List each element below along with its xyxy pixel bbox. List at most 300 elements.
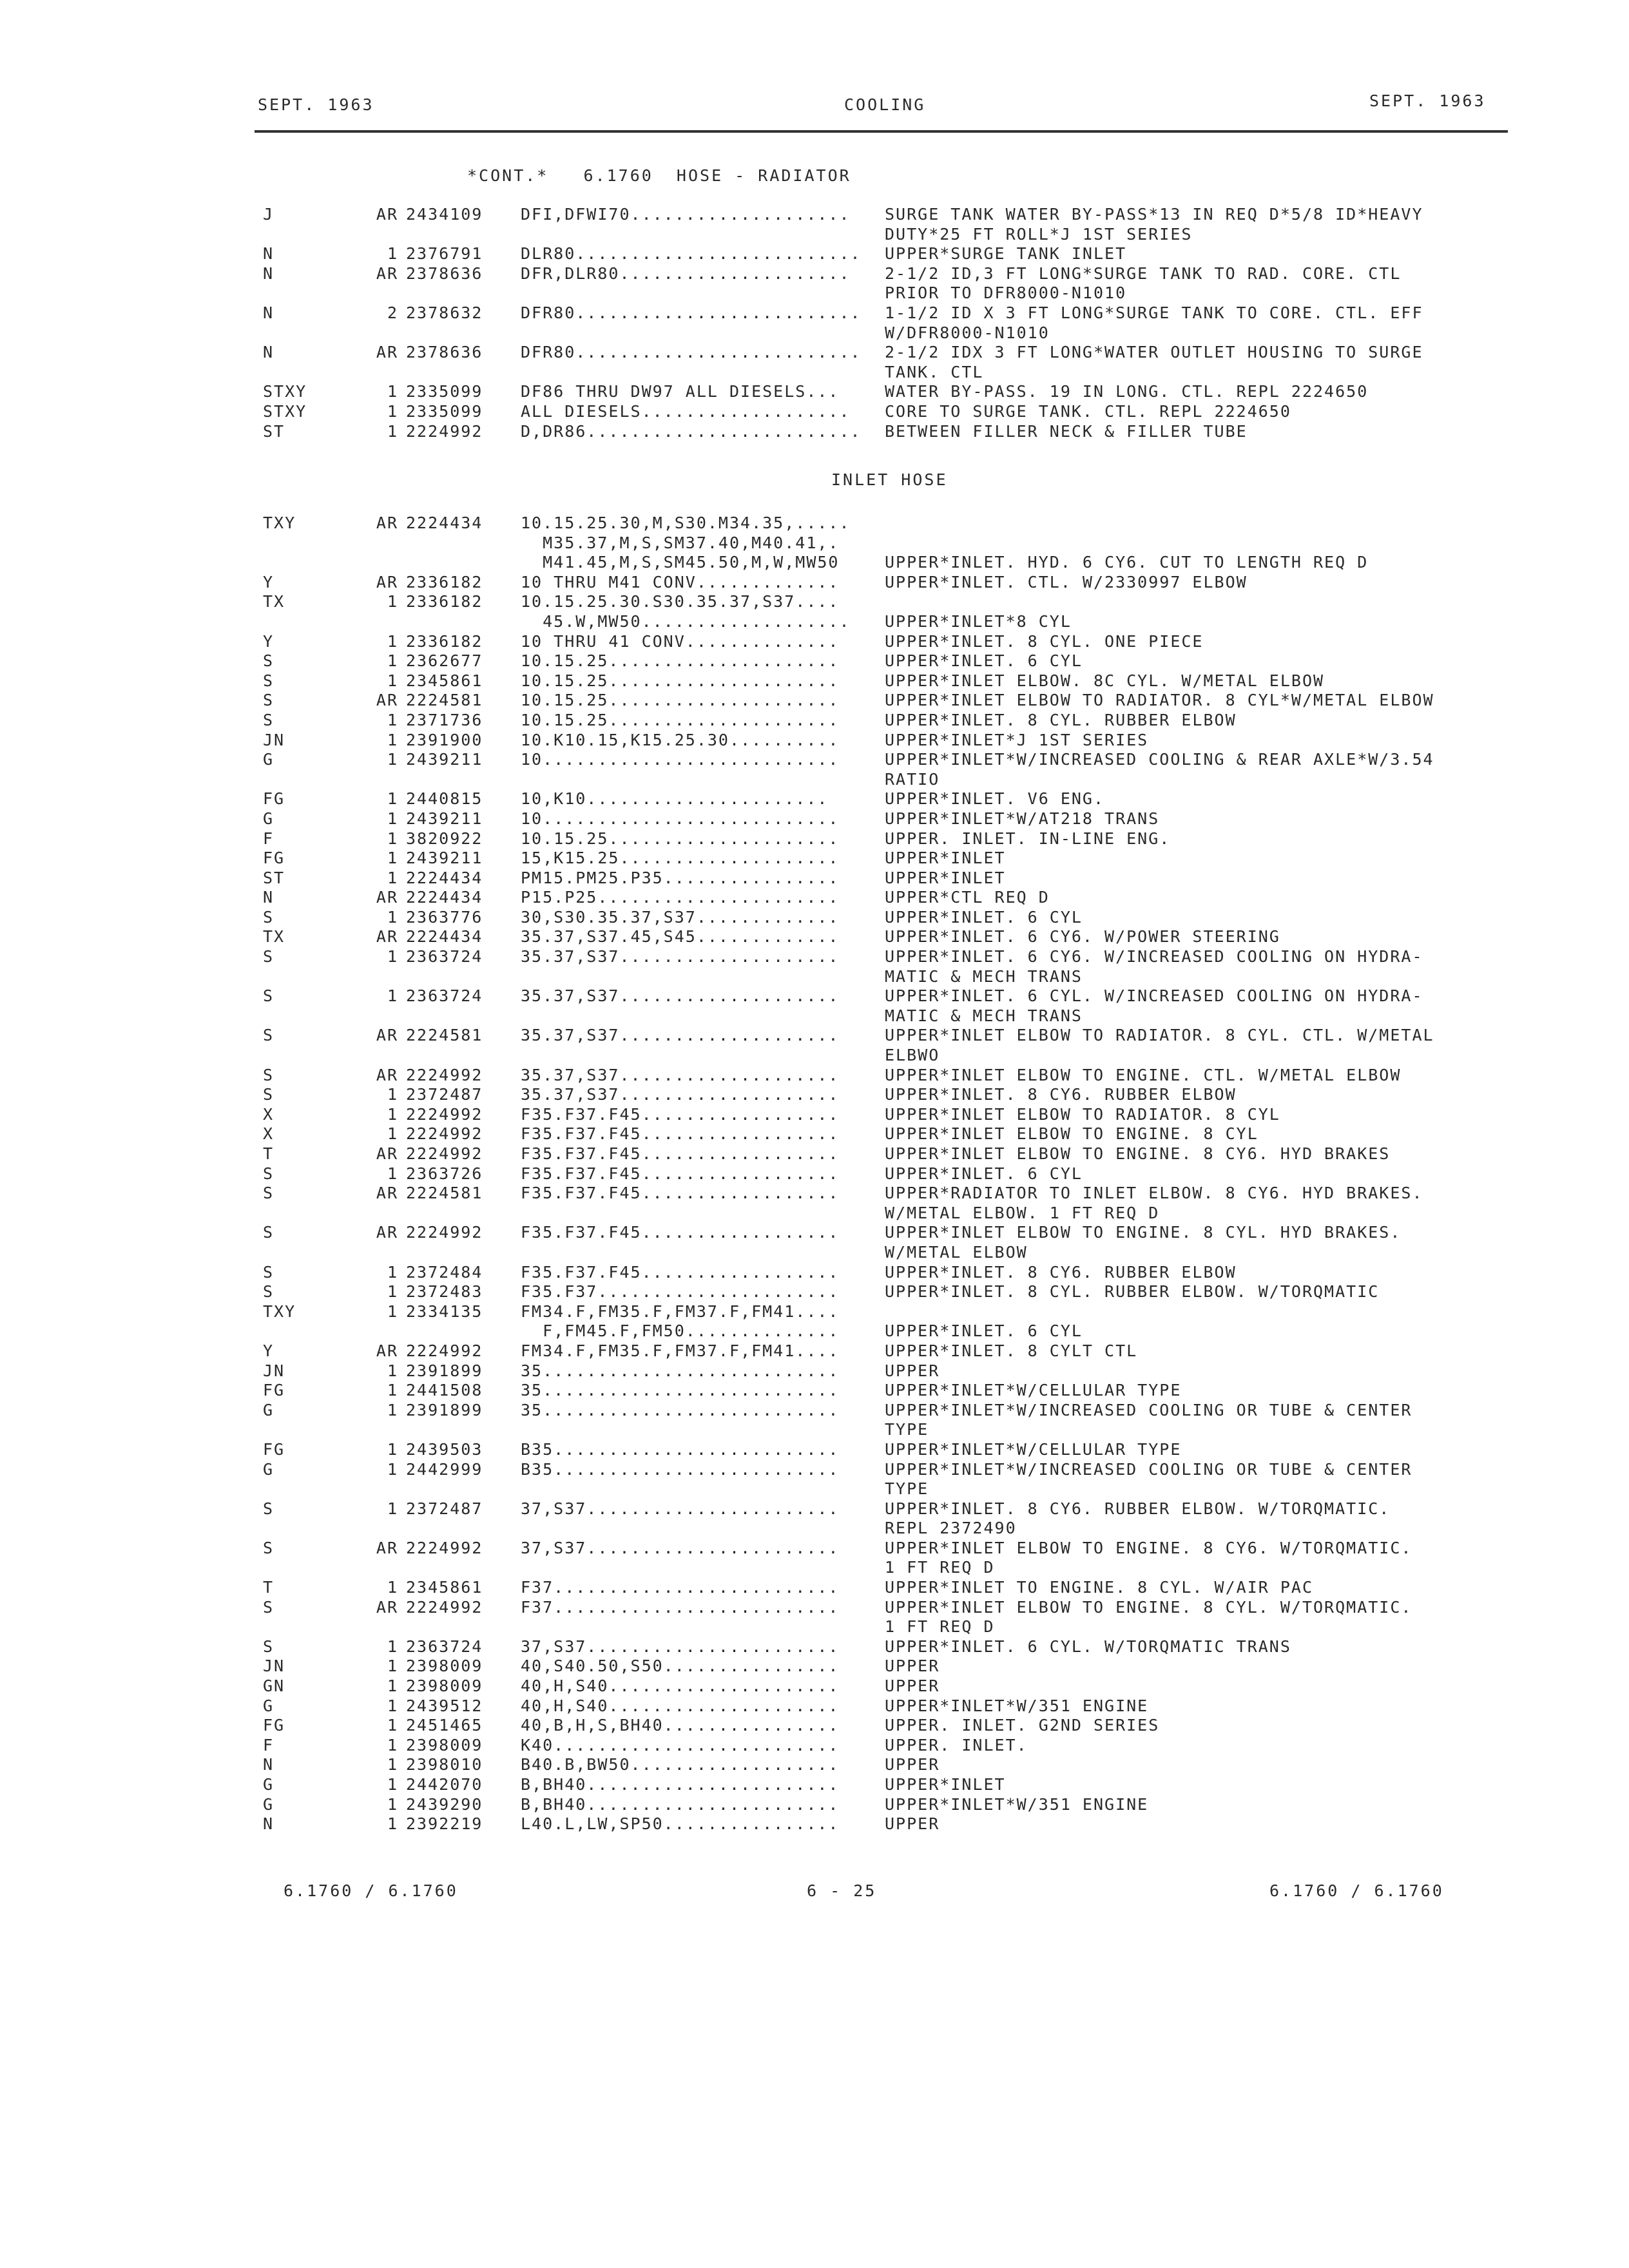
model-code: G [263,1696,275,1715]
model-code: S [263,691,275,710]
model-code: ST [263,868,285,887]
part-number: 2439503 [406,1439,483,1459]
part-number: 2224434 [406,888,483,907]
model-code: S [263,1538,275,1557]
description: UPPER*INLET*W/INCREASED COOLING OR TUBE & CENTER [885,1400,1412,1419]
quantity: AR [376,1597,398,1617]
application: 15,K15.25.................... [521,849,840,868]
application: 10........................... [521,750,840,769]
application: 35.37,S37.................... [521,986,840,1006]
description: UPPER*INLET. 6 CY6. W/POWER STEERING [885,927,1280,947]
quantity: 1 [387,1696,398,1715]
quantity: AR [376,927,398,947]
description: TANK. CTL [885,362,984,381]
quantity: AR [376,514,398,532]
application: 10.K10.15,K15.25.30.......... [521,730,840,749]
description: MATIC & MECH TRANS [885,1006,1083,1025]
application: DLR80.......................... [521,244,862,264]
part-number: 2224434 [406,927,483,947]
description: 1 FT REQ D [885,1558,995,1577]
part-number: 2439211 [406,849,483,868]
application: F37.......................... [521,1578,840,1597]
model-code: N [263,888,275,907]
description: UPPER*INLET*W/CELLULAR TYPE [885,1381,1182,1400]
description: UPPER*RADIATOR TO INLET ELBOW. 8 CY6. HYD BRAKES. [885,1184,1423,1203]
quantity: 1 [387,829,398,848]
model-code: F [263,829,275,848]
quantity: AR [376,691,398,710]
application: DFI,DFWI70.................... [521,205,851,224]
part-number: 2336182 [406,631,483,651]
description: UPPER*INLET ELBOW TO ENGINE. 8 CYL. HYD BRAKES. [885,1223,1402,1242]
description: UPPER*INLET*8 CYL [885,611,1072,631]
description: UPPER*INLET. 8 CYL. RUBBER ELBOW. W/TORQMATIC [885,1282,1380,1302]
quantity: 1 [387,789,398,809]
part-number: 2439211 [406,809,483,828]
model-code: JN [263,1361,285,1380]
quantity: 1 [387,421,398,441]
application: 10.15.25.30,M,S30.M34.35,..... [521,514,851,532]
quantity: AR [376,1341,398,1360]
application: M35.37,M,S,SM37.40,M40.41,. [521,533,840,552]
quantity: 1 [387,382,398,401]
model-code: N [263,1755,275,1774]
model-code: S [263,1597,275,1617]
part-number: 2224581 [406,691,483,710]
application: F35.F37.F45.................. [521,1144,840,1163]
application: 10 THRU 41 CONV.............. [521,631,840,651]
quantity: 1 [387,1578,398,1597]
description: UPPER*INLET. 8 CYL. ONE PIECE [885,631,1204,651]
quantity: 1 [387,1164,398,1183]
description: UPPER*INLET*W/AT218 TRANS [885,809,1160,828]
description: UPPER*INLET. 6 CY6. W/INCREASED COOLING ON HYDRA- [885,947,1423,966]
section-title: *CONT.* 6.1760 HOSE - RADIATOR [467,166,851,185]
footer-right: 6.1760 / 6.1760 [1269,1881,1444,1900]
model-code: FG [263,1381,285,1400]
application: B35.......................... [521,1459,840,1479]
quantity: 1 [387,244,398,264]
model-code: G [263,750,275,769]
description: UPPER*INLET ELBOW TO RADIATOR. 8 CYL [885,1104,1280,1124]
description: 1 FT REQ D [885,1617,995,1637]
description: UPPER*INLET*W/351 ENGINE [885,1794,1149,1814]
application: B35.......................... [521,1439,840,1459]
description: UPPER*INLET. 6 CYL [885,1164,1083,1183]
model-code: FG [263,849,285,868]
description: TYPE [885,1479,929,1499]
part-number: 2224992 [406,1223,483,1242]
model-code: S [263,1065,275,1084]
model-code: J [263,205,275,224]
quantity: 1 [387,1677,398,1696]
description: UPPER*INLET [885,1775,1006,1794]
part-number: 2335099 [406,382,483,401]
quantity: AR [376,888,398,907]
quantity: 1 [387,1439,398,1459]
quantity: AR [376,1026,398,1045]
quantity: 1 [387,1716,398,1735]
quantity: 1 [387,1459,398,1479]
quantity: 1 [387,1499,398,1518]
quantity: AR [376,343,398,362]
part-number: 2372484 [406,1262,483,1282]
description: RATIO [885,769,940,789]
model-code: TXY [263,1302,296,1321]
part-number: 2224992 [406,1597,483,1617]
description: UPPER*INLET. 8 CY6. RUBBER ELBOW [885,1262,1237,1282]
part-number: 2440815 [406,789,483,809]
part-number: 2378632 [406,303,483,322]
description: UPPER*INLET. 6 CYL [885,1321,1083,1341]
part-number: 2224581 [406,1184,483,1203]
model-code: S [263,1282,275,1302]
part-number: 2334135 [406,1302,483,1321]
model-code: S [263,947,275,966]
part-number: 2363724 [406,986,483,1006]
model-code: N [263,264,275,283]
description: UPPER*INLET [885,849,1006,868]
description: UPPER*INLET*W/INCREASED COOLING OR TUBE & CENTER [885,1459,1412,1479]
footer-left: 6.1760 / 6.1760 [284,1881,458,1900]
application: 37,S37....................... [521,1637,840,1656]
model-code: S [263,907,275,927]
part-number: 2363724 [406,947,483,966]
description: UPPER [885,1755,940,1774]
quantity: 1 [387,849,398,868]
application: DFR,DLR80..................... [521,264,851,283]
description: UPPER*INLET ELBOW TO RADIATOR. 8 CYL*W/METAL ELBOW [885,691,1434,710]
part-number: 3820922 [406,829,483,848]
part-number: 2372487 [406,1499,483,1518]
quantity: 1 [387,1735,398,1754]
quantity: AR [376,572,398,591]
part-number: 2434109 [406,205,483,224]
quantity: 1 [387,868,398,887]
application: L40.L,LW,SP50................ [521,1814,840,1834]
description: 2-1/2 IDX 3 FT LONG*WATER OUTLET HOUSING TO SURGE [885,343,1423,362]
part-number: 2441508 [406,1381,483,1400]
part-number: 2224434 [406,868,483,887]
part-number: 2345861 [406,1578,483,1597]
model-code: N [263,244,275,264]
application: 10 THRU M41 CONV............. [521,572,840,591]
model-code: X [263,1104,275,1124]
application: F,FM45.F,FM50.............. [521,1321,840,1341]
application: 35........................... [521,1361,840,1380]
application: F35.F37...................... [521,1282,840,1302]
model-code: S [263,1637,275,1656]
description: UPPER*INLET [885,868,1006,887]
model-code: S [263,1223,275,1242]
application: F35.F37.F45.................. [521,1262,840,1282]
description: UPPER*INLET. V6 ENG. [885,789,1105,809]
application: 45.W,MW50................... [521,611,851,631]
description: UPPER*INLET. 8 CYLT CTL [885,1341,1138,1360]
quantity: 1 [387,907,398,927]
application: P15.P25...................... [521,888,840,907]
description: UPPER*INLET. 6 CYL. W/INCREASED COOLING ON HYDRA- [885,986,1423,1006]
quantity: 1 [387,730,398,749]
part-number: 2439211 [406,750,483,769]
application: F35.F37.F45.................. [521,1184,840,1203]
quantity: 1 [387,1775,398,1794]
quantity: 1 [387,1302,398,1321]
application: 10.15.25.30.S30.35.37,S37.... [521,592,840,611]
model-code: ST [263,421,285,441]
description: 2-1/2 ID,3 FT LONG*SURGE TANK TO RAD. CORE. CTL [885,264,1402,283]
description: CORE TO SURGE TANK. CTL. REPL 2224650 [885,401,1291,421]
description: UPPER*INLET. CTL. W/2330997 ELBOW [885,572,1248,591]
model-code: G [263,1459,275,1479]
part-number: 2336182 [406,592,483,611]
quantity: 2 [387,303,398,322]
model-code: S [263,671,275,690]
part-number: 2378636 [406,264,483,283]
part-number: 2376791 [406,244,483,264]
description: UPPER*SURGE TANK INLET [885,244,1127,264]
description: MATIC & MECH TRANS [885,966,1083,986]
application: D,DR86......................... [521,421,862,441]
model-code: GN [263,1677,285,1696]
part-number: 2363776 [406,907,483,927]
part-number: 2224992 [406,1538,483,1557]
quantity: 1 [387,1657,398,1676]
model-code: FG [263,1716,285,1735]
description: UPPER*CTL REQ D [885,888,1050,907]
part-number: 2372487 [406,1085,483,1104]
quantity: AR [376,1065,398,1084]
part-number: 2372483 [406,1282,483,1302]
quantity: 1 [387,671,398,690]
quantity: 1 [387,986,398,1006]
quantity: AR [376,1538,398,1557]
part-number: 2398010 [406,1755,483,1774]
description: TYPE [885,1420,929,1439]
part-number: 2224434 [406,514,483,532]
application: FM34.F,FM35.F,FM37.F,FM41.... [521,1302,840,1321]
application: FM34.F,FM35.F,FM37.F,FM41.... [521,1341,840,1360]
application: 10.15.25..................... [521,691,840,710]
quantity: 1 [387,1104,398,1124]
model-code: FG [263,1439,285,1459]
description: UPPER*INLET. 6 CYL [885,651,1083,671]
model-code: FG [263,789,285,809]
application: 37,S37....................... [521,1499,840,1518]
quantity: 1 [387,809,398,828]
model-code: N [263,343,275,362]
quantity: 1 [387,710,398,729]
description: UPPER*INLET*W/CELLULAR TYPE [885,1439,1182,1459]
application: 40,H,S40..................... [521,1677,840,1696]
quantity: 1 [387,1400,398,1419]
model-code: Y [263,1341,275,1360]
quantity: 1 [387,947,398,966]
part-number: 2371736 [406,710,483,729]
application: 40,H,S40..................... [521,1696,840,1715]
part-number: 2439512 [406,1696,483,1715]
model-code: S [263,986,275,1006]
quantity: 1 [387,1755,398,1774]
description: UPPER. INLET. G2ND SERIES [885,1716,1160,1735]
model-code: S [263,1026,275,1045]
part-number: 2439290 [406,1794,483,1814]
description: UPPER [885,1814,940,1834]
description: UPPER*INLET ELBOW TO ENGINE. 8 CY6. HYD BRAKES [885,1144,1391,1163]
application: F35.F37.F45.................. [521,1104,840,1124]
part-number: 2392219 [406,1814,483,1834]
quantity: AR [376,1184,398,1203]
part-number: 2442999 [406,1459,483,1479]
quantity: 1 [387,592,398,611]
application: 35.37,S37.45,S45............. [521,927,840,947]
description: UPPER*INLET ELBOW TO RADIATOR. 8 CYL. CTL. W/METAL [885,1026,1434,1045]
application: 10.15.25..................... [521,671,840,690]
quantity: AR [376,264,398,283]
description: UPPER [885,1677,940,1696]
quantity: 1 [387,401,398,421]
description: UPPER*INLET. 6 CYL. W/TORQMATIC TRANS [885,1637,1291,1656]
model-code: G [263,809,275,828]
model-code: G [263,1400,275,1419]
description: UPPER [885,1657,940,1676]
model-code: STXY [263,382,307,401]
application: 35.37,S37.................... [521,947,840,966]
subsection-title: INLET HOSE [831,470,948,489]
application: 10.15.25..................... [521,651,840,671]
application: 10.15.25..................... [521,710,840,729]
application: F37.......................... [521,1597,840,1617]
header-rule [255,130,1508,133]
model-code: S [263,1184,275,1203]
application: 35.37,S37.................... [521,1085,840,1104]
description: UPPER*INLET ELBOW TO ENGINE. 8 CYL [885,1124,1258,1144]
application: 35........................... [521,1381,840,1400]
model-code: STXY [263,401,307,421]
application: 37,S37....................... [521,1538,840,1557]
quantity: 1 [387,1794,398,1814]
part-number: 2398009 [406,1657,483,1676]
application: 30,S30.35.37,S37............. [521,907,840,927]
model-code: N [263,1814,275,1834]
application: B,BH40....................... [521,1794,840,1814]
application: DF86 THRU DW97 ALL DIESELS... [521,382,840,401]
quantity: AR [376,1144,398,1163]
model-code: S [263,710,275,729]
application: ALL DIESELS................... [521,401,851,421]
description: ELBWO [885,1046,940,1065]
application: 35........................... [521,1400,840,1419]
model-code: JN [263,1657,285,1676]
model-code: S [263,1164,275,1183]
description: UPPER*INLET. 8 CYL. RUBBER ELBOW [885,710,1237,729]
part-number: 2224581 [406,1026,483,1045]
description: UPPER [885,1361,940,1380]
description: UPPER*INLET*W/351 ENGINE [885,1696,1149,1715]
quantity: 1 [387,1381,398,1400]
quantity: 1 [387,1262,398,1282]
application: 40,B,H,S,BH40................ [521,1716,840,1735]
quantity: 1 [387,1361,398,1380]
header-section: COOLING [844,95,926,114]
part-number: 2363726 [406,1164,483,1183]
application: DFR80.......................... [521,343,862,362]
quantity: 1 [387,631,398,651]
part-number: 2391899 [406,1361,483,1380]
application: M41.45,M,S,SM45.50,M,W,MW50 [521,553,840,572]
part-number: 2345861 [406,671,483,690]
model-code: TXY [263,514,296,532]
description: WATER BY-PASS. 19 IN LONG. CTL. REPL 2224650 [885,382,1369,401]
model-code: G [263,1794,275,1814]
description: BETWEEN FILLER NECK & FILLER TUBE [885,421,1248,441]
application: 40,S40.50,S50................ [521,1657,840,1676]
description: SURGE TANK WATER BY-PASS*13 IN REQ D*5/8 ID*HEAVY [885,205,1423,224]
model-code: JN [263,730,285,749]
part-number: 2398009 [406,1735,483,1754]
description: UPPER. INLET. IN-LINE ENG. [885,829,1171,848]
part-number: 2442070 [406,1775,483,1794]
model-code: Y [263,572,275,591]
part-number: 2362677 [406,651,483,671]
part-number: 2451465 [406,1716,483,1735]
model-code: S [263,1262,275,1282]
application: B,BH40....................... [521,1775,840,1794]
part-number: 2391899 [406,1400,483,1419]
model-code: T [263,1578,275,1597]
description: UPPER*INLET. HYD. 6 CY6. CUT TO LENGTH REQ D [885,553,1369,572]
description: UPPER. INLET. [885,1735,1028,1754]
description: UPPER*INLET ELBOW. 8C CYL. W/METAL ELBOW [885,671,1325,690]
model-code: N [263,303,275,322]
quantity: AR [376,205,398,224]
application: 35.37,S37.................... [521,1026,840,1045]
model-code: TX [263,927,285,947]
description: PRIOR TO DFR8000-N1010 [885,284,1127,303]
description: UPPER*INLET*W/INCREASED COOLING & REAR AXLE*W/3.54 [885,750,1434,769]
part-number: 2398009 [406,1677,483,1696]
model-code: G [263,1775,275,1794]
application: F35.F37.F45.................. [521,1223,840,1242]
part-number: 2378636 [406,343,483,362]
description: UPPER*INLET*J 1ST SERIES [885,730,1149,749]
description: UPPER*INLET ELBOW TO ENGINE. 8 CY6. W/TORQMATIC. [885,1538,1412,1557]
model-code: S [263,1085,275,1104]
application: DFR80.......................... [521,303,862,322]
header-date-left: SEPT. 1963 [258,95,374,114]
part-number: 2391900 [406,730,483,749]
part-number: 2363724 [406,1637,483,1656]
header-date-right: SEPT. 1963 [1369,91,1486,110]
part-number: 2224992 [406,1124,483,1144]
model-code: S [263,1499,275,1518]
application: K40.......................... [521,1735,840,1754]
application: 10,K10...................... [521,789,829,809]
part-number: 2224992 [406,421,483,441]
description: W/METAL ELBOW [885,1242,1028,1262]
description: UPPER*INLET. 8 CY6. RUBBER ELBOW. W/TORQMATIC. [885,1499,1391,1518]
quantity: 1 [387,1814,398,1834]
model-code: X [263,1124,275,1144]
description: 1-1/2 ID X 3 FT LONG*SURGE TANK TO CORE. CTL. EFF [885,303,1423,322]
description: UPPER*INLET TO ENGINE. 8 CYL. W/AIR PAC [885,1578,1313,1597]
quantity: 1 [387,651,398,671]
application: 35.37,S37.................... [521,1065,840,1084]
application: 10.15.25..................... [521,829,840,848]
description: W/METAL ELBOW. 1 FT REQ D [885,1203,1160,1222]
part-number: 2336182 [406,572,483,591]
description: UPPER*INLET ELBOW TO ENGINE. CTL. W/METAL ELBOW [885,1065,1402,1084]
